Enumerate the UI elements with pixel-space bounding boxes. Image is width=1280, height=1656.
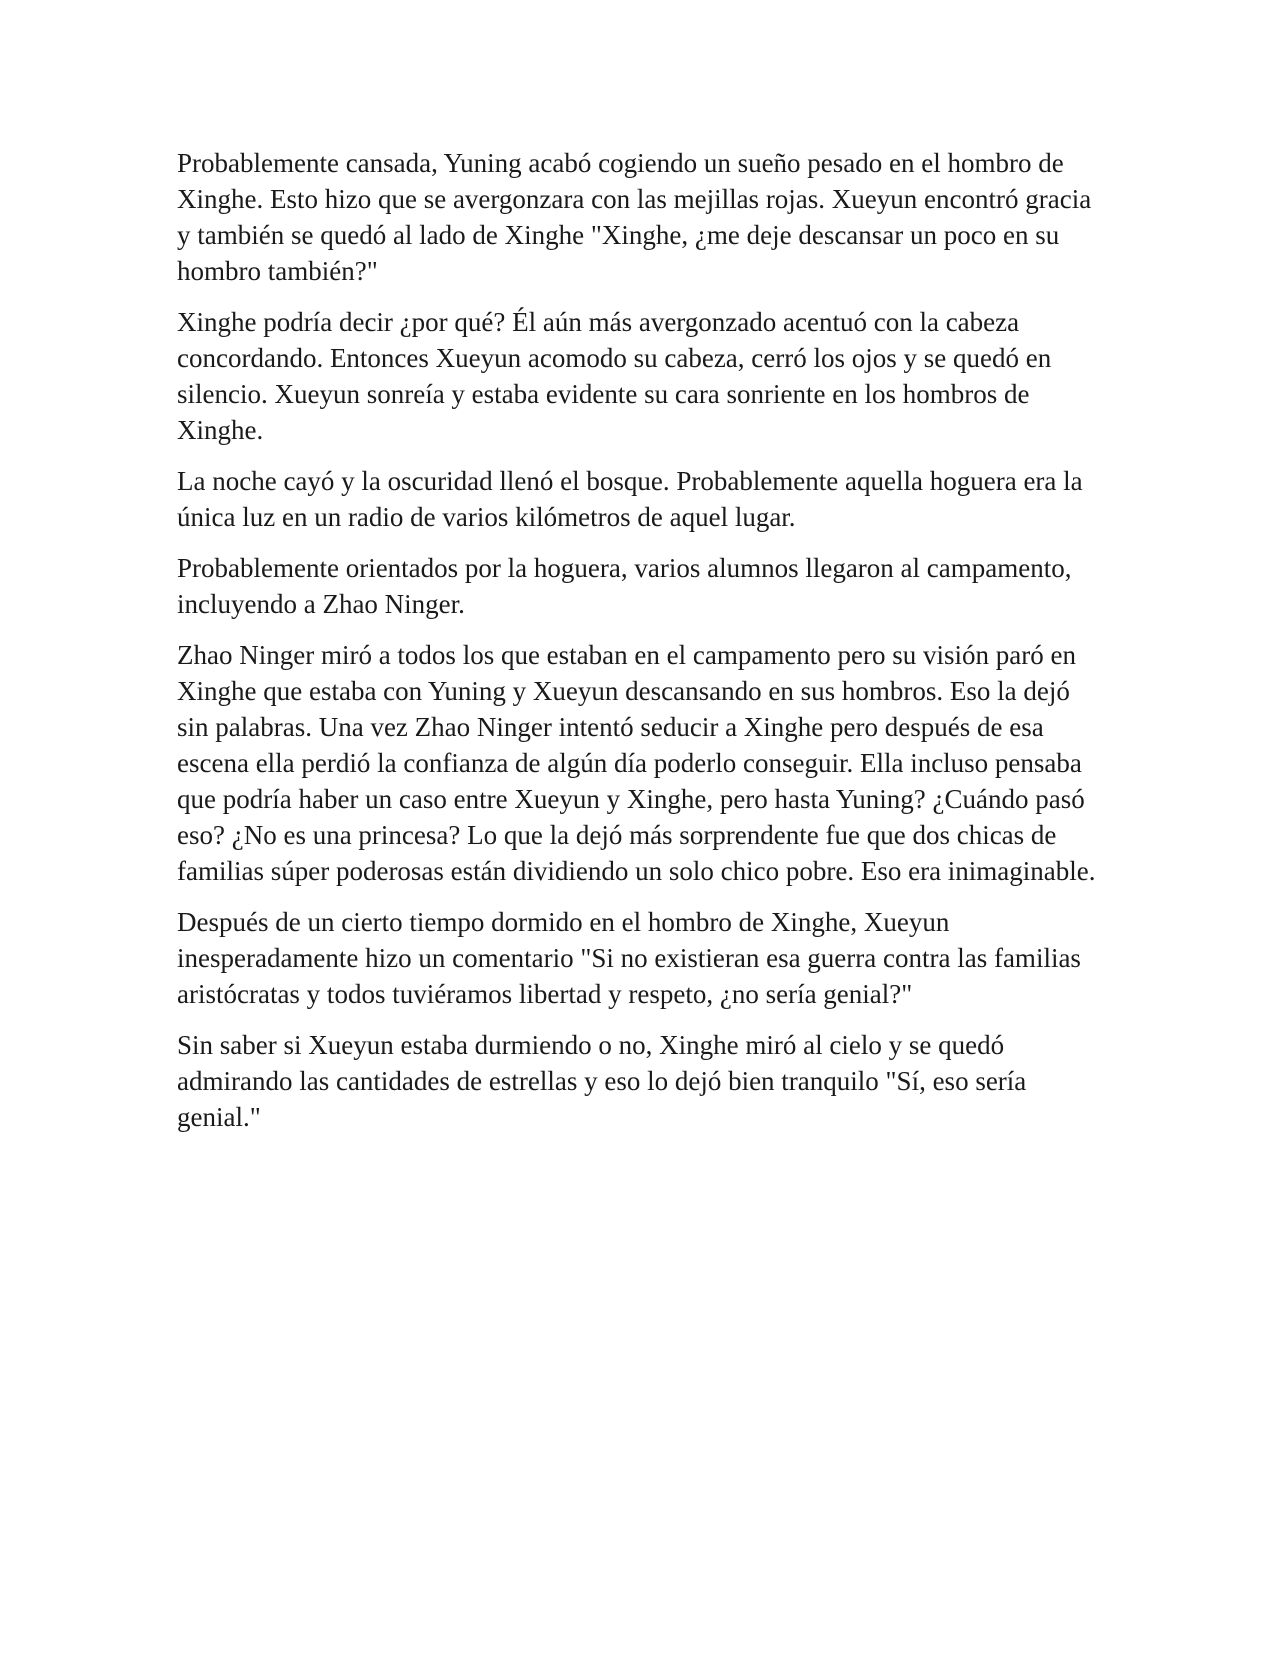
paragraph-2: Xinghe podría decir ¿por qué? Él aún más avergonzado acentuó con la cabeza concordando. Entonces Xueyun acomodo su cabeza, cerró los ojos y se quedó en silencio. Xueyun sonreía y estaba evidente su cara sonriente en los hombros de Xinghe. bbox=[177, 307, 1052, 445]
paragraph-7: Sin saber si Xueyun estaba durmiendo o no, Xinghe miró al cielo y se quedó admirando las cantidades de estrellas y eso lo dejó bien tranquilo "Sí, eso sería genial." bbox=[177, 1030, 1027, 1132]
paragraph-3: La noche cayó y la oscuridad llenó el bosque. Probablemente aquella hoguera era la única luz en un radio de varios kilómetros de aquel lugar. bbox=[177, 466, 1083, 532]
paragraph-6: Después de un cierto tiempo dormido en el hombro de Xinghe, Xueyun inesperadamente hizo un comentario "Si no existieran esa guerra contra las familias aristócratas y todos tuviéramos libertad y respeto, ¿no sería genial?" bbox=[177, 907, 1081, 1009]
paragraph-4: Probablemente orientados por la hoguera, varios alumnos llegaron al campamento, incluyendo a Zhao Ninger. bbox=[177, 553, 1072, 619]
paragraph-5: Zhao Ninger miró a todos los que estaban en el campamento pero su visión paró en Xinghe que estaba con Yuning y Xueyun descansando en sus hombros. Eso la dejó sin palabras. Una vez Zhao Ninger intentó seducir a Xinghe pero después de esa escena ella perdió la confianza de algún día poderlo conseguir. Ella incluso pensaba que podría haber un caso entre Xueyun y Xinghe, pero hasta Yuning? ¿Cuándo pasó eso? ¿No es una princesa? Lo que la dejó más sorprendente fue que dos chicas de familias súper poderosas están dividiendo un solo chico pobre. Eso era inimaginable. bbox=[177, 640, 1096, 886]
paragraph-1: Probablemente cansada, Yuning acabó cogiendo un sueño pesado en el hombro de Xinghe. Esto hizo que se avergonzara con las mejillas rojas. Xueyun encontró gracia y también se quedó al lado de Xinghe "Xinghe, ¿me deje descansar un poco en su hombro también?" bbox=[177, 148, 1092, 286]
